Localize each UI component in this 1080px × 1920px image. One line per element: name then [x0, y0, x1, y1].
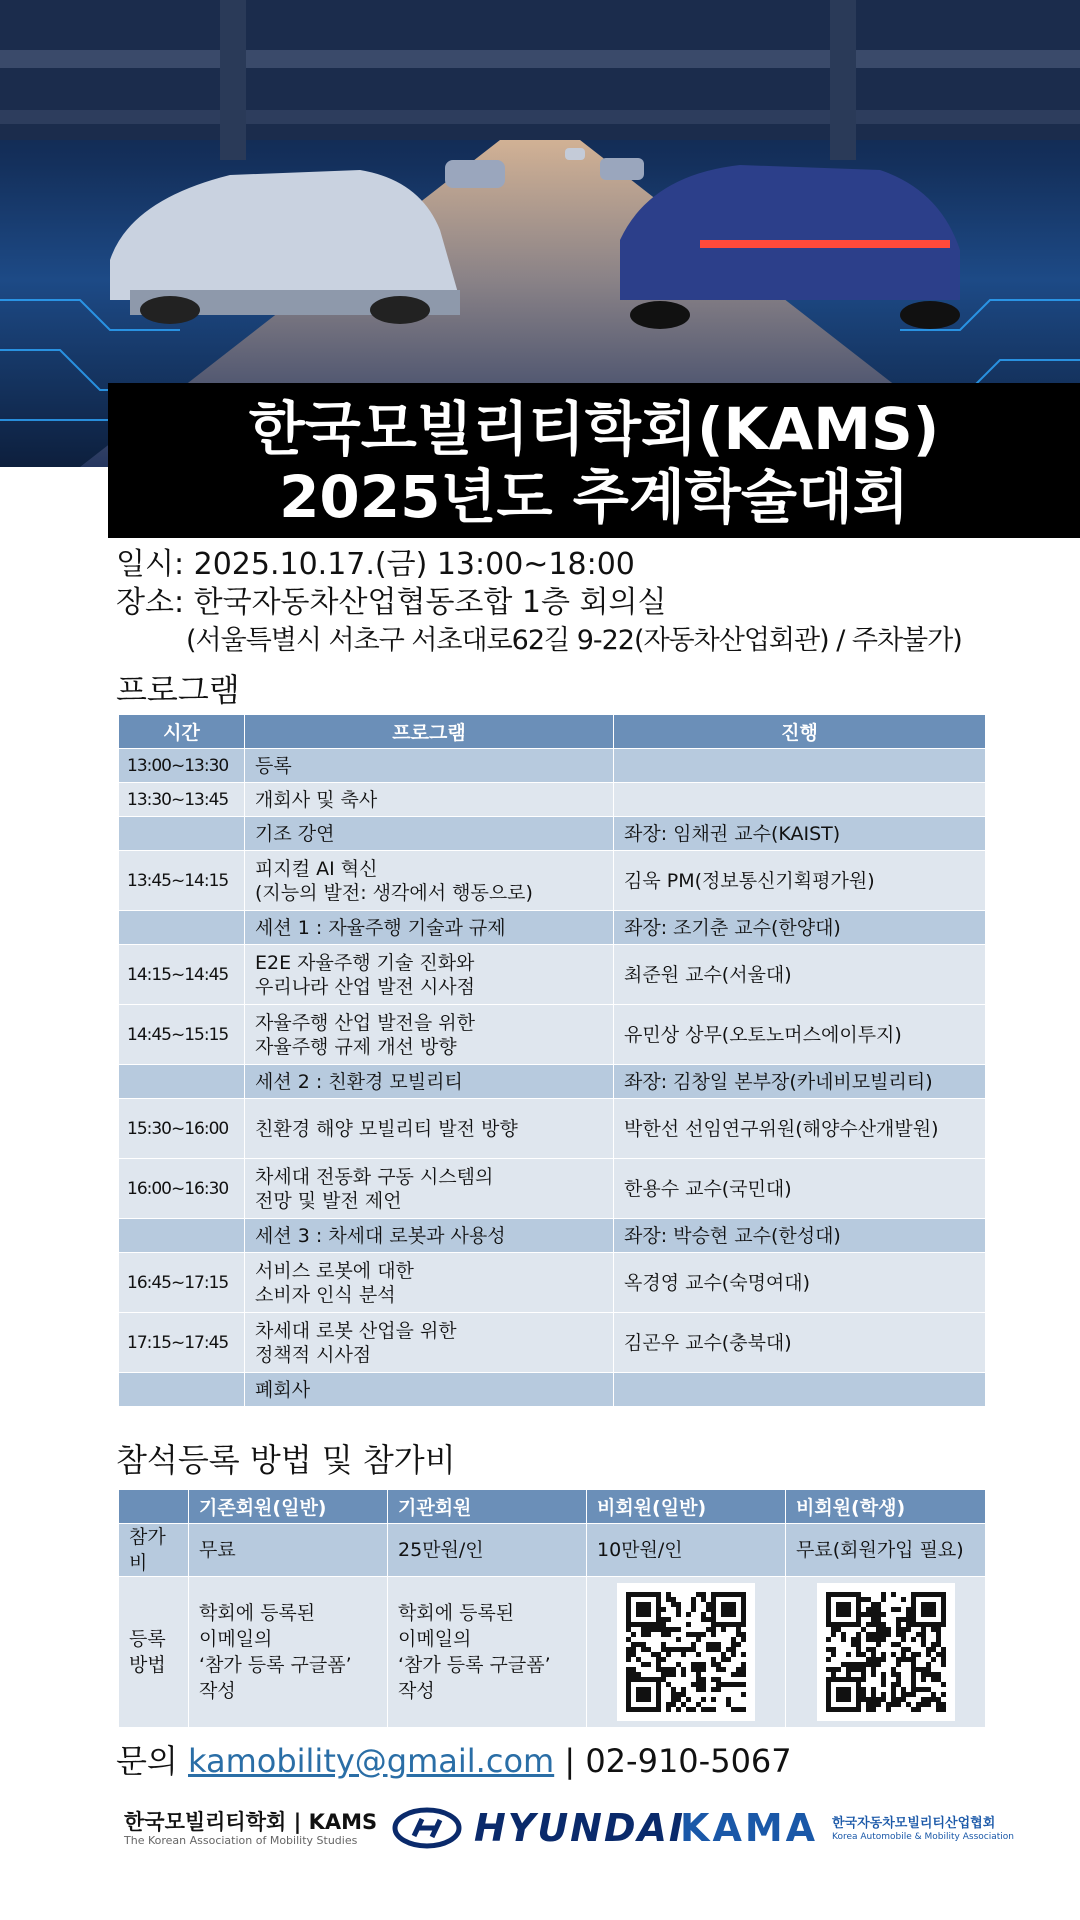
program-row — [119, 749, 986, 783]
registration-heading: 참석등록 방법 및 참가비 — [116, 1441, 456, 1479]
registration-table — [118, 1489, 986, 1728]
method-row — [119, 1577, 986, 1728]
method-non-member — [587, 1577, 786, 1728]
program-time: 13:30~13:45 — [119, 783, 245, 817]
program-time: 15:30~16:00 — [119, 1099, 245, 1159]
program-row — [119, 1005, 986, 1065]
title-line1: 한국모빌리티학회(KAMS) — [248, 395, 940, 463]
program-header-row — [119, 715, 986, 749]
program-host — [614, 1373, 986, 1407]
qr-code-student[interactable] — [817, 1583, 955, 1721]
program-row — [119, 1373, 986, 1407]
program-title: 폐회사 — [245, 1373, 614, 1407]
program-title: E2E 자율주행 기술 진화와 우리나라 산업 발전 시사점 — [245, 945, 614, 1005]
program-time: 14:15~14:45 — [119, 945, 245, 1005]
program-time: 13:00~13:30 — [119, 749, 245, 783]
program-time — [119, 1219, 245, 1253]
header-program: 프로그램 — [245, 715, 614, 749]
header-non-member: 비회원(일반) — [587, 1490, 786, 1524]
fee-row — [119, 1524, 986, 1577]
registration-header-row — [119, 1490, 986, 1524]
fee-regular: 무료 — [189, 1524, 388, 1577]
program-host: 좌장: 김창일 본부장(카네비모빌리티) — [614, 1065, 986, 1099]
program-title: 서비스 로봇에 대한 소비자 인식 분석 — [245, 1253, 614, 1313]
method-label: 등록 방법 — [119, 1577, 189, 1728]
program-host: 좌장: 임채권 교수(KAIST) — [614, 817, 986, 851]
program-host — [614, 749, 986, 783]
program-time — [119, 817, 245, 851]
program-host — [614, 783, 986, 817]
header-institution-member: 기관회원 — [388, 1490, 587, 1524]
program-title: 세션 2 : 친환경 모빌리티 — [245, 1065, 614, 1099]
program-row — [119, 851, 986, 911]
program-time: 14:45~15:15 — [119, 1005, 245, 1065]
program-title: 차세대 전동화 구동 시스템의 전망 및 발전 제언 — [245, 1159, 614, 1219]
contact-label: 문의 — [116, 1742, 178, 1780]
method-regular: 학회에 등록된 이메일의 ‘참가 등록 구글폼’ 작성 — [189, 1577, 388, 1728]
fee-label: 참가비 — [119, 1524, 189, 1577]
program-row — [119, 1313, 986, 1373]
program-host: 좌장: 조기춘 교수(한양대) — [614, 911, 986, 945]
title-line2: 2025년도 추계학술대회 — [279, 463, 909, 531]
event-address: (서울특별시 서초구 서초대로62길 9-22(자동차산업회관) / 주차불가) — [186, 625, 962, 656]
header-regular-member: 기존회원(일반) — [189, 1490, 388, 1524]
program-title: 피지컬 AI 혁신 (지능의 발전: 생각에서 행동으로) — [245, 851, 614, 911]
program-body — [119, 749, 986, 1407]
program-host: 한용수 교수(국민대) — [614, 1159, 986, 1219]
footer-logos — [0, 1800, 1080, 1860]
program-title: 개회사 및 축사 — [245, 783, 614, 817]
kama-logo: KAMA — [680, 1806, 819, 1850]
program-time: 16:00~16:30 — [119, 1159, 245, 1219]
program-time — [119, 1065, 245, 1099]
program-title: 차세대 로봇 산업을 위한 정책적 시사점 — [245, 1313, 614, 1373]
header-empty — [119, 1490, 189, 1524]
program-title: 자율주행 산업 발전을 위한 자율주행 규제 개선 방향 — [245, 1005, 614, 1065]
program-time: 13:45~14:15 — [119, 851, 245, 911]
method-institution: 학회에 등록된 이메일의 ‘참가 등록 구글폼’ 작성 — [388, 1577, 587, 1728]
program-title: 기조 강연 — [245, 817, 614, 851]
header-host: 진행 — [614, 715, 986, 749]
program-row — [119, 817, 986, 851]
program-time — [119, 911, 245, 945]
program-time: 16:45~17:15 — [119, 1253, 245, 1313]
program-row — [119, 1219, 986, 1253]
program-title: 등록 — [245, 749, 614, 783]
program-row — [119, 1065, 986, 1099]
contact-line — [116, 1740, 792, 1782]
fee-student: 무료(회원가입 필요) — [786, 1524, 986, 1577]
program-row — [119, 1099, 986, 1159]
header-non-member-student: 비회원(학생) — [786, 1490, 986, 1524]
program-table — [118, 714, 986, 1407]
hyundai-wordmark: HYUNDAI — [474, 1806, 686, 1850]
program-host: 유민상 상무(오토노머스에이투지) — [614, 1005, 986, 1065]
program-row — [119, 1159, 986, 1219]
program-row — [119, 1253, 986, 1313]
program-host: 김욱 PM(정보통신기획평가원) — [614, 851, 986, 911]
program-title: 친환경 해양 모빌리티 발전 방향 — [245, 1099, 614, 1159]
program-row — [119, 945, 986, 1005]
contact-separator: | — [564, 1742, 576, 1780]
kams-english: The Korean Association of Mobility Studies — [124, 1834, 358, 1847]
fee-non-member: 10만원/인 — [587, 1524, 786, 1577]
event-venue: 장소: 한국자동차산업협동조합 1층 회의실 — [116, 585, 667, 620]
program-time — [119, 1373, 245, 1407]
program-title: 세션 1 : 자율주행 기술과 규제 — [245, 911, 614, 945]
program-title: 세션 3 : 차세대 로봇과 사용성 — [245, 1219, 614, 1253]
contact-phone: 02-910-5067 — [585, 1742, 792, 1780]
contact-email-link[interactable]: kamobility@gmail.com — [188, 1742, 555, 1780]
program-row — [119, 911, 986, 945]
program-heading: 프로그램 — [116, 671, 240, 709]
program-time: 17:15~17:45 — [119, 1313, 245, 1373]
program-host: 최준원 교수(서울대) — [614, 945, 986, 1005]
title-banner — [108, 383, 1080, 538]
program-host: 옥경영 교수(숙명여대) — [614, 1253, 986, 1313]
method-student — [786, 1577, 986, 1728]
header-time: 시간 — [119, 715, 245, 749]
hyundai-logo — [392, 1806, 686, 1850]
kama-korean: 한국자동차모빌리티산업협회 — [832, 1816, 996, 1831]
event-date: 일시: 2025.10.17.(금) 13:00~18:00 — [116, 547, 635, 582]
program-row — [119, 783, 986, 817]
program-host: 좌장: 박승현 교수(한성대) — [614, 1219, 986, 1253]
kams-logo: 한국모빌리티학회 | KAMS — [124, 1810, 378, 1834]
kama-english: Korea Automobile & Mobility Association — [832, 1832, 1014, 1842]
hyundai-emblem-icon — [392, 1806, 462, 1850]
program-host: 김곤우 교수(충북대) — [614, 1313, 986, 1373]
qr-code-non-member[interactable] — [617, 1583, 755, 1721]
fee-institution: 25만원/인 — [388, 1524, 587, 1577]
program-host: 박한선 선임연구위원(해양수산개발원) — [614, 1099, 986, 1159]
